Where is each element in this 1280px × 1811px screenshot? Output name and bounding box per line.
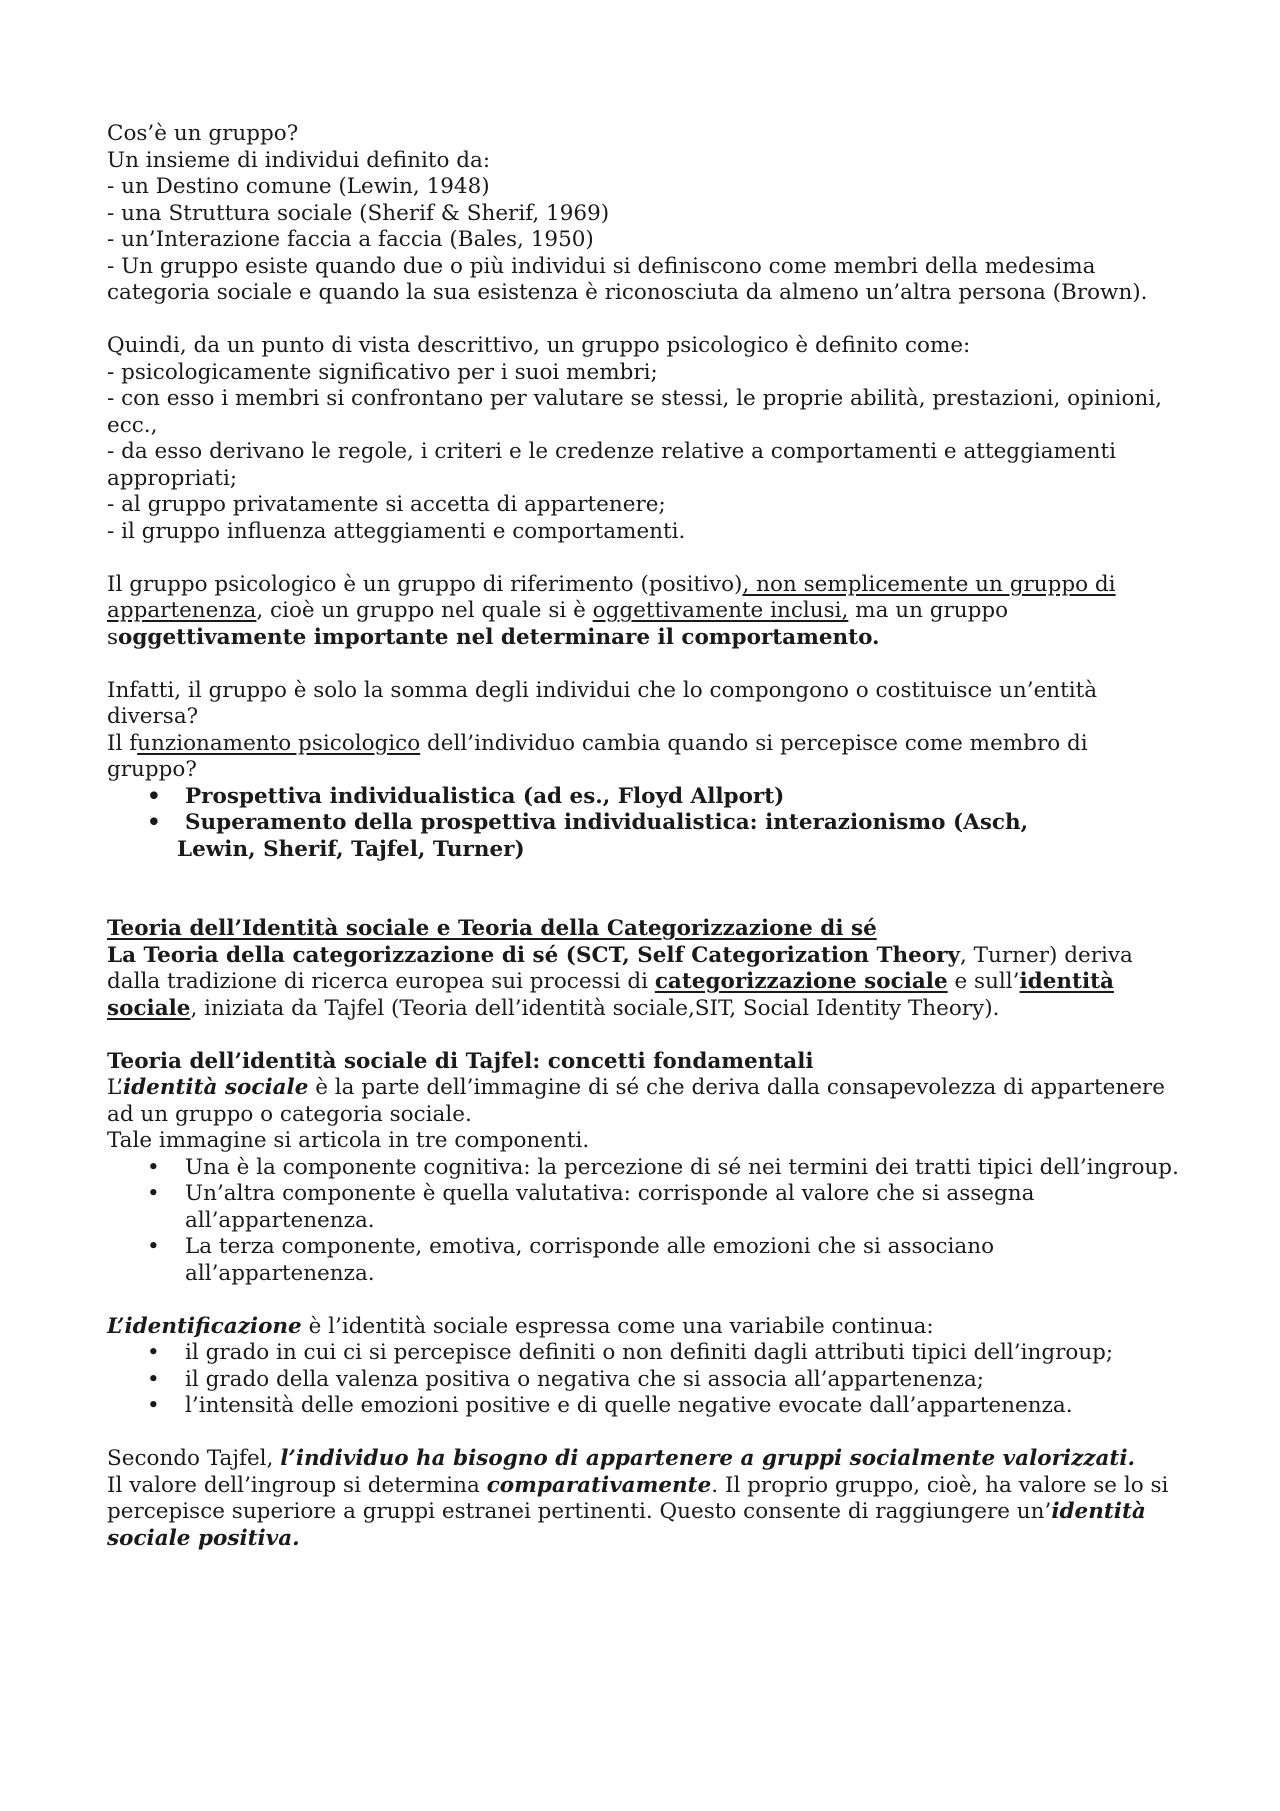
text-paragraph — [107, 731, 1180, 784]
bold-italic-run: identità sociale positiva. — [107, 1499, 1146, 1551]
text-line: - il gruppo influenza atteggiamenti e comportamenti. — [107, 518, 686, 544]
bullet-list — [107, 1340, 1180, 1420]
spacer — [107, 545, 1180, 572]
text-run: è la parte dell’immagine di sé che deriva dalla consapevolezza di appartenere ad un gruppo o categoria sociale. — [107, 1075, 1165, 1127]
text-run: Il f — [107, 730, 138, 756]
text-paragraph — [107, 1446, 1180, 1473]
section-definition — [107, 121, 1180, 307]
bold-italic-run: identità sociale — [122, 1075, 309, 1100]
text-run: , iniziata da Tajfel (Teoria dell’identità sociale,SIT, Social Identity Theory). — [190, 995, 1000, 1021]
bullet-list — [107, 1155, 1180, 1288]
section-tajfel-concepts — [107, 1049, 1180, 1288]
text-run: Secondo Tajfel, — [107, 1446, 281, 1471]
bold-italic-run: comparativamente — [486, 1472, 712, 1498]
text-line: - al gruppo privatamente si accetta di appartenere; — [107, 492, 666, 517]
section-heading: Teoria dell’Identità sociale e Teoria della Categorizzazione di sé — [107, 916, 877, 941]
reference-group-paragraph — [107, 572, 1180, 652]
section-psychological-group — [107, 333, 1180, 545]
text-line: Un insieme di individui definito da: — [107, 147, 491, 173]
list-item: • il grado in cui ci si percepisce definiti o non definiti dagli attributi tipici dell’ingroup; — [107, 1340, 1180, 1367]
question-line: Cos’è un gruppo? — [107, 121, 299, 146]
text-paragraph: - da esso derivano le regole, i criteri e le credenze relative a comportamenti e atteggiamenti appropriati; — [107, 439, 1116, 491]
text-line: - una Struttura sociale (Sherif & Sherif, 1969) — [107, 200, 610, 226]
list-item-text: Prospettiva individualistica (ad es., Floyd Allport) — [185, 783, 785, 809]
text-run: L’ — [107, 1075, 123, 1100]
bold-italic-run: L’identificazione — [107, 1313, 302, 1339]
spacer — [107, 863, 1180, 916]
bold-underlined-run: identità sociale — [107, 969, 1114, 1021]
bold-run: oggettivamente importante nel determinare il comportamento. — [118, 624, 880, 650]
list-item: • l’intensità delle emozioni positive e di quelle negative evocate dall’appartenenza. — [107, 1393, 1180, 1420]
text-line: - un’Interazione faccia a faccia (Bales, 1950) — [107, 227, 594, 252]
list-item: • Un’altra componente è quella valutativa: corrisponde al valore che si assegna all’appartenenza. — [107, 1181, 1180, 1234]
list-item: • il grado della valenza positiva o negativa che si associa all’appartenenza; — [107, 1367, 1180, 1394]
spacer — [107, 1287, 1180, 1314]
underlined-run: unzionamento psicologico — [137, 730, 421, 756]
spacer — [107, 651, 1180, 678]
bold-italic-run: l’individuo ha bisogno di appartenere a gruppi socialmente valorizzati. — [280, 1446, 1136, 1471]
section-perspectives — [107, 678, 1180, 864]
text-paragraph — [107, 1075, 1180, 1128]
bold-underlined-run: categorizzazione sociale — [654, 969, 948, 994]
text-run: Il gruppo psicologico è un gruppo di riferimento (positivo) — [107, 571, 743, 597]
text-run: è l’identità sociale espressa come una variabile continua: — [301, 1313, 934, 1339]
underlined-run: oggettivamente inclusi, — [592, 598, 849, 623]
text-paragraph — [107, 1473, 1180, 1553]
list-item: • La terza componente, emotiva, corrisponde alle emozioni che si associano all’appartenenza. — [107, 1234, 1180, 1287]
text-paragraph — [107, 943, 1180, 1023]
underlined-run: , non semplicemente un gruppo di appartenenza — [107, 571, 1116, 623]
text-run: ma un gruppo s — [107, 598, 1009, 650]
text-run: e sull’ — [947, 969, 1020, 994]
text-line: Quindi, da un punto di vista descrittivo, un gruppo psicologico è definito come: — [107, 333, 971, 358]
text-line — [107, 1314, 1180, 1341]
text-paragraph: - con esso i membri si confrontano per valutare se stessi, le proprie abilità, prestazioni, opinioni, ecc., — [107, 386, 1162, 438]
text-line: - un Destino comune (Lewin, 1948) — [107, 174, 490, 199]
text-run: . Il proprio gruppo, cioè, ha valore se lo si percepisce superiore a gruppi estranei pertinenti. Questo consente di raggiungere un’ — [107, 1472, 1169, 1524]
section-theories — [107, 916, 1180, 1022]
spacer — [107, 1420, 1180, 1447]
list-item — [107, 810, 1180, 863]
text-line: Tale immagine si articola in tre componenti. — [107, 1128, 590, 1153]
section-social-value — [107, 1446, 1180, 1552]
text-paragraph: Infatti, il gruppo è solo la somma degli individui che lo compongono o costituisce un’entità diversa? — [107, 677, 1098, 729]
list-item-text: Lewin, Sherif, Tajfel, Turner) — [177, 836, 525, 862]
bold-run: La Teoria della categorizzazione di sé (SCT, Self Categorization Theory — [107, 942, 960, 968]
text-line: - psicologicamente significativo per i suoi membri; — [107, 359, 658, 385]
text-run: , cioè un gruppo nel quale si è — [256, 598, 593, 623]
list-item-text: Superamento della prospettiva individualistica: interazionismo (Asch, — [185, 810, 1029, 835]
section-identification — [107, 1314, 1180, 1420]
text-run: Il valore dell’ingroup si determina — [107, 1472, 487, 1498]
bullet-list — [107, 784, 1180, 864]
spacer — [107, 1022, 1180, 1049]
text-paragraph: - Un gruppo esiste quando due o più individui si definiscono come membri della medesima categoria sociale e quando la sua esistenza è riconosciuta da almeno un’altra persona (Brown). — [107, 253, 1148, 305]
spacer — [107, 307, 1180, 334]
section-heading: Teoria dell’identità sociale di Tajfel: concetti fondamentali — [107, 1048, 814, 1074]
list-item: • Una è la componente cognitiva: la percezione di sé nei termini dei tratti tipici dell’ingroup. — [107, 1155, 1180, 1182]
list-item — [107, 784, 1180, 811]
text-run: , Turner) deriva dalla tradizione di ricerca europea sui processi di — [107, 942, 1133, 994]
text-run: dell’individuo cambia quando si percepisce come membro di gruppo? — [107, 730, 1088, 782]
